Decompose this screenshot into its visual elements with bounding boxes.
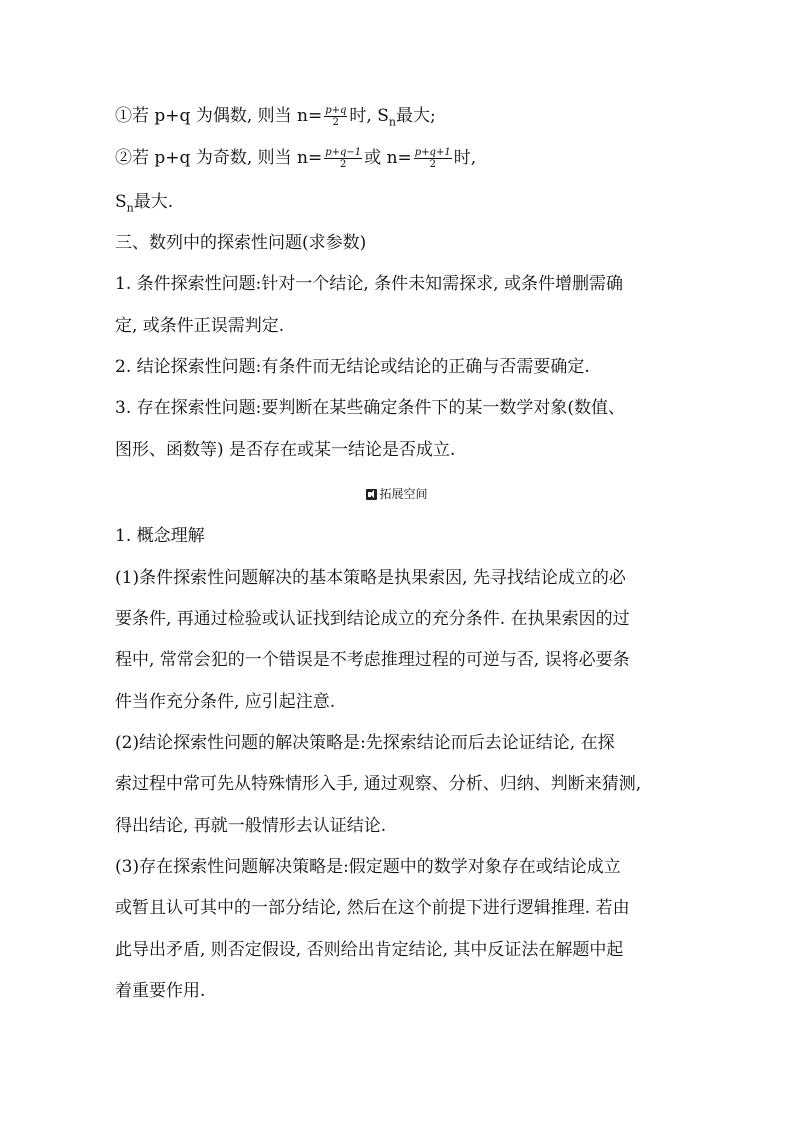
para-2-line-1: (2)结论探索性问题的解决策略是:先探索结论而后去论证结论, 在探 [115, 733, 615, 753]
speaker-icon [366, 489, 377, 500]
case-odd-continuation: $S_n$最大. [115, 192, 174, 215]
para-1-line-3: 程中, 常常会犯的一个错误是不考虑推理过程的可逆与否, 误将必要条 [115, 650, 630, 670]
heading-section-3: 三、数列中的探索性问题(求参数) [115, 233, 367, 253]
section-label-extension: 拓展空间 [0, 484, 794, 504]
item-3-line-2: 图形、函数等) 是否存在或某一结论是否成立. [115, 440, 456, 460]
para-1-line-2: 要条件, 再通过检验或认证找到结论成立的充分条件. 在执果索因的过 [115, 609, 630, 629]
para-3-line-4: 着重要作用. [115, 981, 206, 1001]
para-1-line-4: 件当作充分条件, 应引起注意. [115, 692, 336, 712]
para-2-line-2: 索过程中常可先从特殊情形入手, 通过观察、分析、归纳、判断来猜测, [115, 774, 642, 794]
para-3-line-1: (3)存在探索性问题解决策略是:假定题中的数学对象存在或结论成立 [115, 857, 621, 877]
para-2-line-3: 得出结论, 再就一般情形去认证结论. [115, 816, 387, 836]
concept-title: 1. 概念理解 [115, 526, 205, 546]
fraction-p-plus-q-minus-1-over-2: $\frac{p+q-1}{2}$ [325, 147, 362, 170]
para-3-line-3: 此导出矛盾, 则否定假设, 否则给出肯定结论, 其中反证法在解题中起 [115, 940, 624, 960]
para-3-line-2: 或暂且认可其中的一部分结论, 然后在这个前提下进行逻辑推理. 若由 [115, 898, 630, 918]
case-odd-line: ②若 p+q 为奇数, 则当 n= $\frac{p+q-1}{2}$ 或 n= $\frac{p+q+1}{2}$ 时, [115, 147, 477, 170]
item-3-line-1: 3. 存在探索性问题:要判断在某些确定条件下的某一数学对象(数值、 [115, 398, 625, 418]
fraction-p-plus-q-over-2: $\frac{p+q}{2}$ [325, 105, 347, 128]
case-odd-text: ②若 p+q 为奇数, 则当 n= [115, 148, 323, 168]
item-1-line-2: 定, 或条件正误需判定. [115, 316, 285, 336]
fraction-p-plus-q-plus-1-over-2: $\frac{p+q+1}{2}$ [414, 147, 451, 170]
item-2: 2. 结论探索性问题:有条件而无结论或结论的正确与否需要确定. [115, 357, 590, 377]
item-1-line-1: 1. 条件探索性问题:针对一个结论, 条件未知需探求, 或条件增删需确 [115, 274, 623, 294]
case-even-text: ①若 p+q 为偶数, 则当 n= [115, 106, 323, 126]
para-1-line-1: (1)条件探索性问题解决的基本策略是执果索因, 先寻找结论成立的必 [115, 568, 626, 588]
case-even-line: ①若 p+q 为偶数, 则当 n= $\frac{p+q}{2}$ 时, $S_n$最大; [115, 105, 436, 129]
